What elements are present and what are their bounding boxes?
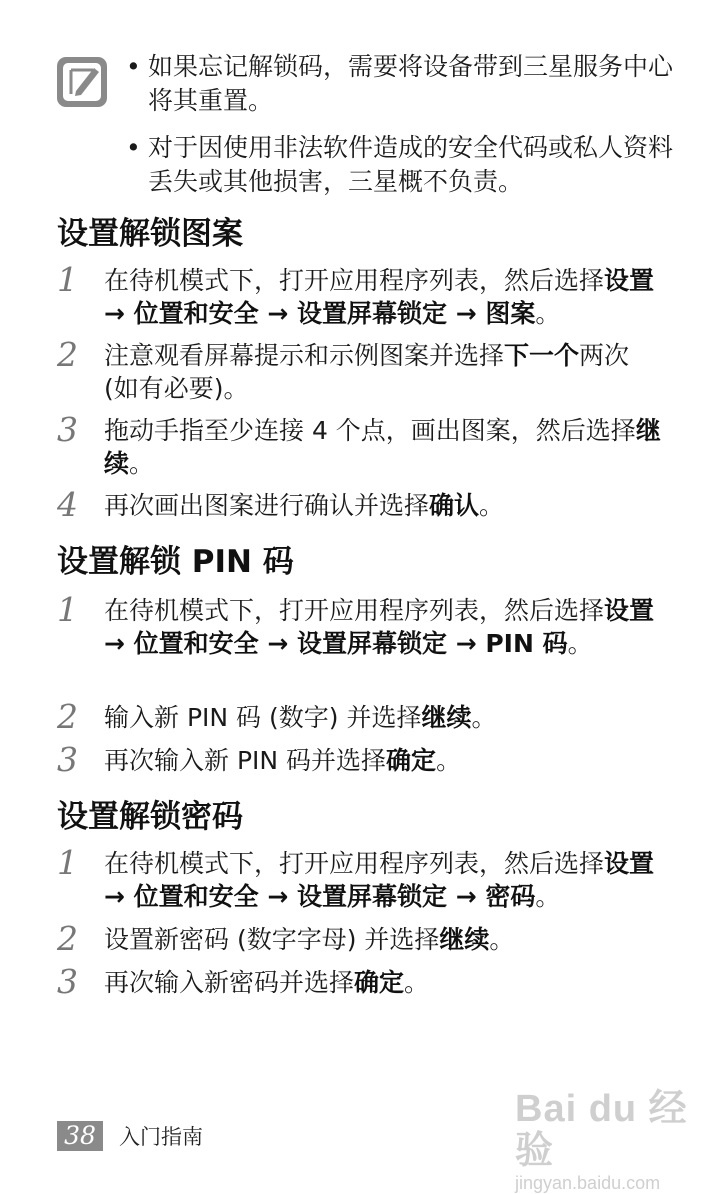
step — [57, 919, 667, 958]
watermark-url: jingyan.baidu.com — [515, 1173, 661, 1193]
step-menu-path: 继续 — [104, 416, 661, 478]
step-text — [104, 744, 667, 777]
step-text — [104, 264, 667, 330]
step-menu-path: 设置 → 位置和安全 → 设置屏幕锁定 → PIN 码 — [104, 596, 655, 658]
step-text-run: 。 — [129, 449, 155, 478]
note-list — [126, 50, 686, 212]
step-text — [104, 923, 667, 956]
step — [57, 697, 667, 736]
section-title-pin: 设置解锁 PIN 码 — [57, 544, 294, 580]
step-number: 3 — [57, 740, 78, 779]
step-menu-path: 继续 — [439, 925, 490, 954]
step-number: 3 — [57, 410, 78, 449]
step-number: 1 — [57, 590, 78, 629]
step — [57, 485, 667, 524]
step-menu-path: 设置 → 位置和安全 → 设置屏幕锁定 → 密码 — [104, 849, 655, 911]
step-number: 4 — [57, 485, 78, 524]
step-menu-path: 下一个 — [504, 341, 580, 370]
watermark-logo: Bai du 经验 — [515, 1088, 688, 1172]
page-footer — [57, 1120, 203, 1152]
section-title-password: 设置解锁密码 — [57, 799, 243, 835]
step-menu-path: 确定 — [386, 746, 437, 775]
step-text — [104, 414, 667, 480]
step — [57, 590, 667, 660]
step-text — [104, 594, 667, 660]
baidu-watermark — [515, 1088, 695, 1193]
step-text-run: 。 — [535, 299, 561, 328]
step-text-run: 。 — [535, 882, 561, 911]
note-pencil-icon — [56, 56, 108, 108]
step-text-run: 。 — [404, 968, 430, 997]
chapter-title: 入门指南 — [119, 1125, 203, 1149]
step-text — [104, 966, 667, 999]
step-text-run: 两次 (如有必要)。 — [104, 341, 630, 403]
step-number: 3 — [57, 962, 78, 1001]
step-text-run: 。 — [489, 925, 515, 954]
step-text-run: 输入新 PIN 码 (数字) 并选择 — [104, 703, 422, 732]
step-text-run: 再次画出图案进行确认并选择 — [104, 491, 430, 520]
step-text — [104, 489, 667, 522]
step — [57, 740, 667, 779]
step-text-run: 。 — [479, 491, 505, 520]
step-text-run: 再次输入新 PIN 码并选择 — [104, 746, 387, 775]
step — [57, 843, 667, 913]
step-number: 1 — [57, 843, 78, 882]
step-text-run: 拖动手指至少连接 4 个点，画出图案，然后选择 — [104, 416, 636, 445]
step-number: 1 — [57, 260, 78, 299]
step — [57, 962, 667, 1001]
step-text-run: 。 — [436, 746, 462, 775]
note-item: • 如果忘记解锁码，需要将设备带到三星服务中心将其重置。 — [126, 52, 674, 115]
step-text-run: 。 — [567, 629, 593, 658]
step-text-run: 设置新密码 (数字字母) 并选择 — [104, 925, 440, 954]
note-item: • 对于因使用非法软件造成的安全代码或私人资料丢失或其他损害，三星概不负责。 — [126, 133, 674, 196]
step-number: 2 — [57, 335, 78, 374]
step — [57, 260, 667, 330]
step-text-run: 。 — [471, 703, 497, 732]
step-menu-path: 设置 → 位置和安全 → 设置屏幕锁定 → 图案 — [104, 266, 655, 328]
step-text — [104, 847, 667, 913]
bullet: • — [126, 133, 141, 162]
bullet: • — [126, 52, 141, 81]
step-menu-path: 继续 — [421, 703, 472, 732]
step-text-run: 注意观看屏幕提示和示例图案并选择 — [104, 341, 505, 370]
step-number: 2 — [57, 919, 78, 958]
step-text — [104, 339, 667, 405]
step-text-run: 在待机模式下，打开应用程序列表，然后选择 — [104, 266, 605, 295]
step — [57, 410, 667, 480]
step-text-run: 再次输入新密码并选择 — [104, 968, 355, 997]
step-text — [104, 701, 667, 734]
section-title-pattern: 设置解锁图案 — [57, 216, 243, 252]
step-menu-path: 确定 — [354, 968, 405, 997]
step — [57, 335, 667, 405]
step-text-run: 在待机模式下，打开应用程序列表，然后选择 — [104, 849, 605, 878]
step-menu-path: 确认 — [429, 491, 480, 520]
step-number: 2 — [57, 697, 78, 736]
step-text-run: 在待机模式下，打开应用程序列表，然后选择 — [104, 596, 605, 625]
page-number: 38 — [57, 1121, 103, 1151]
